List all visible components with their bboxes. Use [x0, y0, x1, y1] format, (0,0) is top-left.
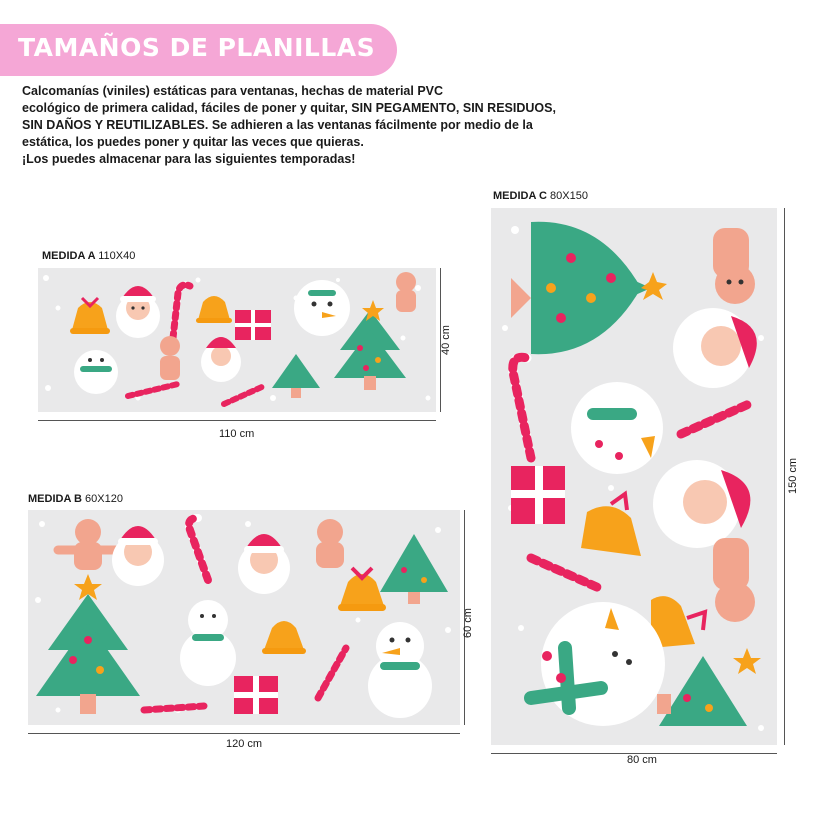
bell-sticker	[262, 621, 306, 654]
tree-sticker	[511, 222, 667, 354]
gingerbread-sticker	[713, 228, 755, 304]
snowman-sticker	[74, 350, 118, 394]
tree-sticker	[272, 354, 320, 398]
description-line: Calcomanías (viniles) estáticas para ventanas, hechas de material PVC	[22, 84, 444, 98]
sheet-a-stickers	[38, 268, 436, 412]
sheet-a-name: MEDIDA A	[42, 250, 96, 262]
sheet-c-size: 80X150	[550, 190, 588, 202]
sheet-c-label	[493, 190, 588, 202]
santa-sticker	[673, 308, 757, 388]
gingerbread-sticker	[713, 538, 755, 622]
sheet-c-width: 80 cm	[627, 754, 657, 766]
bell-sticker	[70, 298, 110, 334]
description-line: ¡Los puedes almacenar para las siguientes temporadas!	[22, 152, 356, 166]
sheet-c-height-line	[784, 208, 785, 745]
bell-sticker	[338, 568, 386, 611]
sheet-b-height: 60 cm	[461, 608, 474, 638]
sheet-b-size: 60X120	[85, 493, 123, 505]
santa-sticker	[112, 526, 164, 586]
sheet-b-name: MEDIDA B	[28, 493, 82, 505]
sheet-a-size: 110X40	[98, 250, 136, 262]
sheet-a-width: 110 cm	[219, 428, 255, 440]
sheet-c-stickers	[491, 208, 777, 745]
product-description	[22, 83, 602, 168]
snowman-sticker	[531, 602, 665, 726]
candy-cane-sticker	[173, 285, 190, 338]
snowman-sticker	[180, 600, 236, 686]
sheet-b-stickers	[28, 510, 460, 725]
sheet-c-height: 150 cm	[787, 457, 800, 495]
gift-sticker	[234, 676, 278, 714]
bell-sticker	[581, 494, 641, 556]
sheet-b-label	[28, 493, 123, 505]
description-line: estática, los puedes poner y quitar las veces que quieras.	[22, 135, 364, 149]
santa-sticker	[238, 534, 290, 594]
gingerbread-sticker	[316, 519, 344, 568]
sheet-c-panel	[491, 208, 777, 745]
description-line: SIN DAÑOS Y REUTILIZABLES. Se adhieren a las ventanas fácilmente por medio de la	[22, 118, 533, 132]
page-title: TAMAÑOS DE PLANILLAS	[18, 33, 376, 62]
sheet-b-panel	[28, 510, 460, 725]
sheet-c-name: MEDIDA C	[493, 190, 547, 202]
sheet-b-width-line	[28, 733, 460, 734]
sheet-a-height: 40 cm	[439, 325, 452, 355]
gift-sticker	[235, 310, 271, 340]
sheet-a-width-line	[38, 420, 436, 421]
santa-sticker	[201, 337, 241, 382]
santa-sticker	[653, 460, 750, 548]
tree-sticker	[36, 574, 140, 714]
santa-sticker	[116, 286, 160, 338]
bell-sticker	[196, 296, 232, 323]
tree-sticker	[657, 648, 761, 726]
snowman-sticker	[571, 382, 663, 474]
candy-cane-sticker	[128, 384, 264, 404]
sheet-a-label	[42, 250, 135, 262]
candy-cane-sticker	[189, 518, 208, 580]
description-line: ecológico de primera calidad, fáciles de poner y quitar, SIN PEGAMENTO, SIN RESIDUOS,	[22, 101, 556, 115]
gingerbread-sticker	[160, 336, 180, 380]
title-banner	[0, 24, 397, 76]
gingerbread-sticker	[58, 519, 118, 570]
sheet-b-width: 120 cm	[226, 738, 263, 750]
sheet-a-panel	[38, 268, 436, 412]
tree-sticker	[380, 534, 448, 604]
gingerbread-sticker	[396, 272, 416, 312]
snowman-sticker	[294, 280, 350, 336]
gift-sticker	[511, 466, 565, 524]
snowman-sticker	[368, 622, 432, 718]
